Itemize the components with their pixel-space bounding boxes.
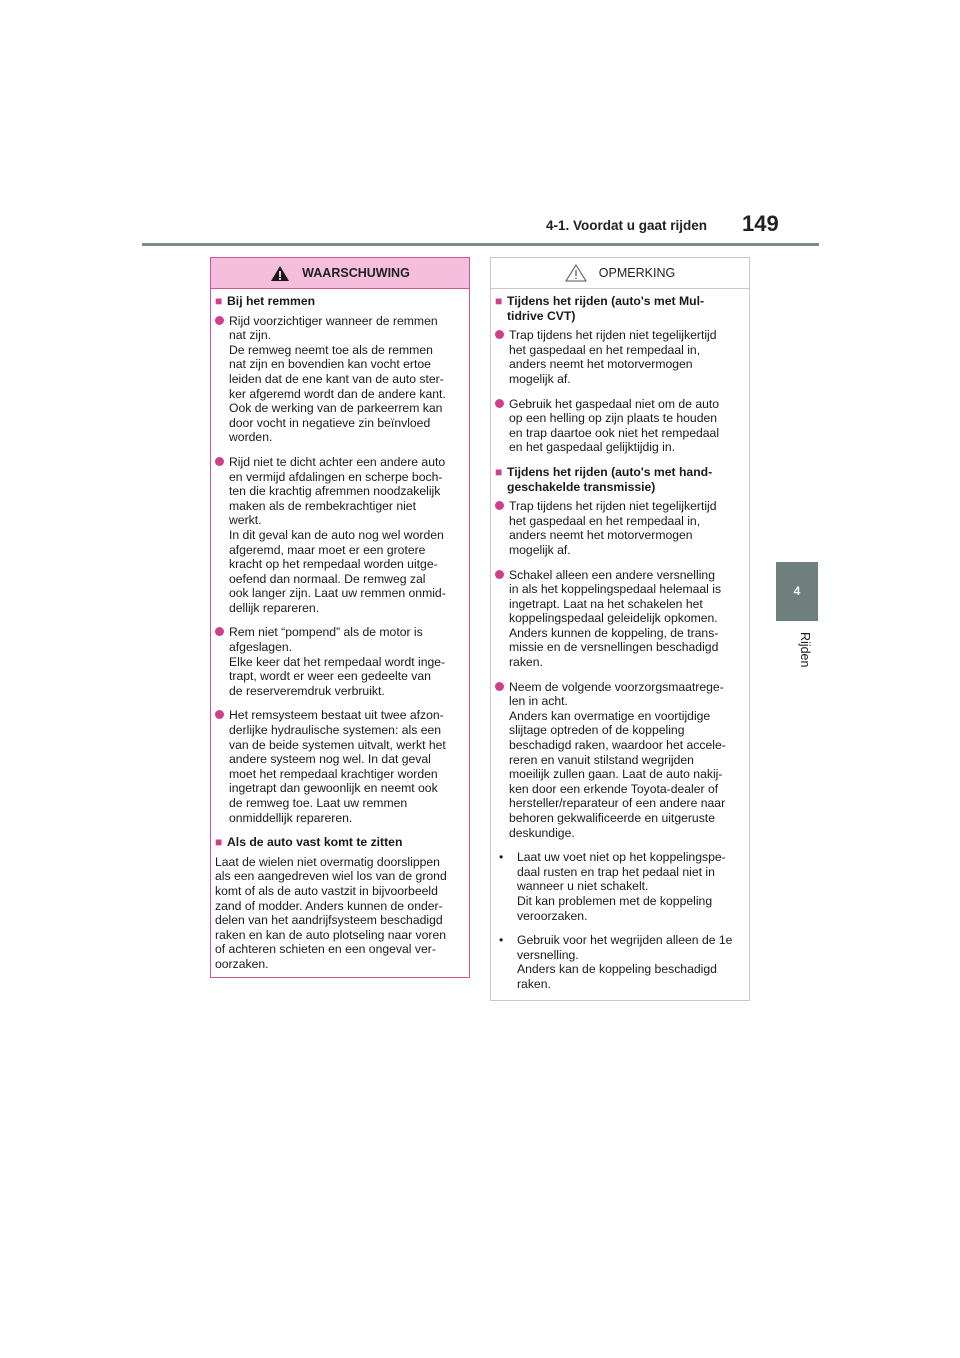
caution-triangle-icon — [565, 264, 587, 282]
chapter-tab: 4 — [776, 562, 818, 621]
square-bullet-icon: ■ — [495, 294, 503, 308]
list-item: Trap tijdens het rijden niet tegelijkertijd het gaspedaal en het rempedaal in, anders neemt het motorvermogen mogelijk af. — [495, 328, 743, 386]
list-item: Rem niet “pompend” als de motor is afgeslagen. Elke keer dat het rempedaal wordt inge- trapt, wordt er weer een gedeelte van de reserveremdruk verbruikt. — [215, 625, 463, 698]
dot-bullet-icon — [495, 499, 509, 557]
note-box-body — [491, 289, 749, 992]
dot-bullet-icon — [495, 680, 509, 841]
dot-bullet-icon — [495, 328, 509, 386]
list-item: Neem de volgende voorzorgsmaatrege- len in acht. Anders kan overmatige en voortijdige slijtage optreden of de koppeling beschadigd raken, waardoor het accele- reren en vanuit stilstand wegrijden moeilijk zullen gaan. Laat de auto nakij- ken door een erkende Toyota-dealer of hersteller/reparateur of een andere naar behoren gekwalificeerde en uitgeruste deskundige. — [495, 680, 743, 841]
sub-bullet-item: • Laat uw voet niet op het koppelingspe- daal rusten en trap het pedaal niet in wanneer u niet schakelt. Dit kan problemen met de koppeling veroorzaken. — [495, 850, 743, 923]
sub-bullet-item: • Gebruik voor het wegrijden alleen de 1e versnelling. Anders kan de koppeling beschadigd raken. — [495, 933, 743, 991]
list-item: Schakel alleen een andere versnelling in als het koppelingspedaal helemaal is ingetrapt. Laat na het schakelen het koppelingspedaal geleidelijk opkomen. Anders kunnen de koppeling, de trans- missie en de versnellingen beschadigd raken. — [495, 568, 743, 670]
note-box — [490, 257, 750, 1001]
paragraph: Laat de wielen niet overmatig doorslippen als een aangedreven wiel los van de grond komt of als de auto vastzit in bijvoorbeeld zand of modder. Anders kunnen de onder- delen van het aandrijfsysteem beschadigd raken en kan de auto plotseling naar voren of achteren schieten en een ongeval ver- oorzaken. — [215, 854, 447, 971]
dot-bullet-icon — [495, 568, 509, 670]
small-bullet-icon: • — [499, 850, 504, 865]
section-heading: ■ Bij het remmen — [215, 294, 316, 308]
section-heading: ■ Als de auto vast komt te zitten — [215, 835, 403, 850]
square-bullet-icon: ■ — [495, 464, 503, 479]
page-number: 149 — [742, 211, 779, 236]
square-bullet-icon: ■ — [215, 835, 223, 850]
warning-box-body — [211, 289, 469, 972]
dot-bullet-icon — [215, 455, 229, 616]
section-title: 4-1. Voordat u gaat rijden — [546, 218, 708, 233]
dot-bullet-icon — [215, 708, 229, 825]
warning-title: WAARSCHUWING — [302, 266, 410, 280]
list-item: Trap tijdens het rijden niet tegelijkertijd het gaspedaal en het rempedaal in, anders neemt het motorvermogen mogelijk af. — [495, 499, 743, 557]
note-title: OPMERKING — [598, 266, 676, 280]
section-heading: ■ Tijdens het rijden (auto's met Mul- tidrive CVT) — [495, 294, 705, 323]
list-item: Rijd voorzichtiger wanneer de remmen nat zijn. De remweg neemt toe als de remmen nat zijn en bovendien kan vocht ertoe leiden dat de ene kant van de auto ster- ker afgeremd wordt dan de andere kant. Ook de werking van de parkeerrem kan door vocht in negatieve zin beïnvloed worden. — [215, 314, 463, 445]
note-box-header — [491, 258, 749, 289]
warning-triangle-icon — [270, 265, 290, 282]
dot-bullet-icon — [215, 625, 229, 698]
small-bullet-icon: • — [499, 933, 504, 948]
warning-box-header — [211, 258, 469, 289]
list-item: Gebruik het gaspedaal niet om de auto op een helling op zijn plaats te houden en trap daartoe ook niet het rempedaal en het gaspedaal gelijktijdig in. — [495, 397, 743, 455]
warning-box — [210, 257, 470, 978]
list-item: Rijd niet te dicht achter een andere auto en vermijd afdalingen en scherpe boch- ten die krachtig afremmen noodzakelijk maken als de rembekrachtiger niet werkt. In dit geval kan de auto nog wel worden afgeremd, maar moet er een grotere kracht op het rempedaal worden uitge- oefend dan normaal. De remweg zal ook langer zijn. Laat uw remmen onmid- dellijk repareren. — [215, 455, 463, 616]
header-divider — [142, 243, 819, 246]
square-bullet-icon: ■ — [215, 294, 223, 308]
dot-bullet-icon — [495, 397, 509, 455]
dot-bullet-icon — [215, 314, 229, 445]
list-item: Het remsysteem bestaat uit twee afzon- derlijke hydraulische systemen: als een van de beide systemen uitvalt, werkt het andere systeem nog wel. In dat geval moet het rempedaal krachtiger worden ingetrapt dan gewoonlijk en neemt ook de remweg toe. Laat uw remmen onmiddellijk repareren. — [215, 708, 463, 825]
section-heading: ■ Tijdens het rijden (auto's met hand- geschakelde transmissie) — [495, 464, 713, 494]
chapter-label: Rijden — [798, 632, 812, 668]
